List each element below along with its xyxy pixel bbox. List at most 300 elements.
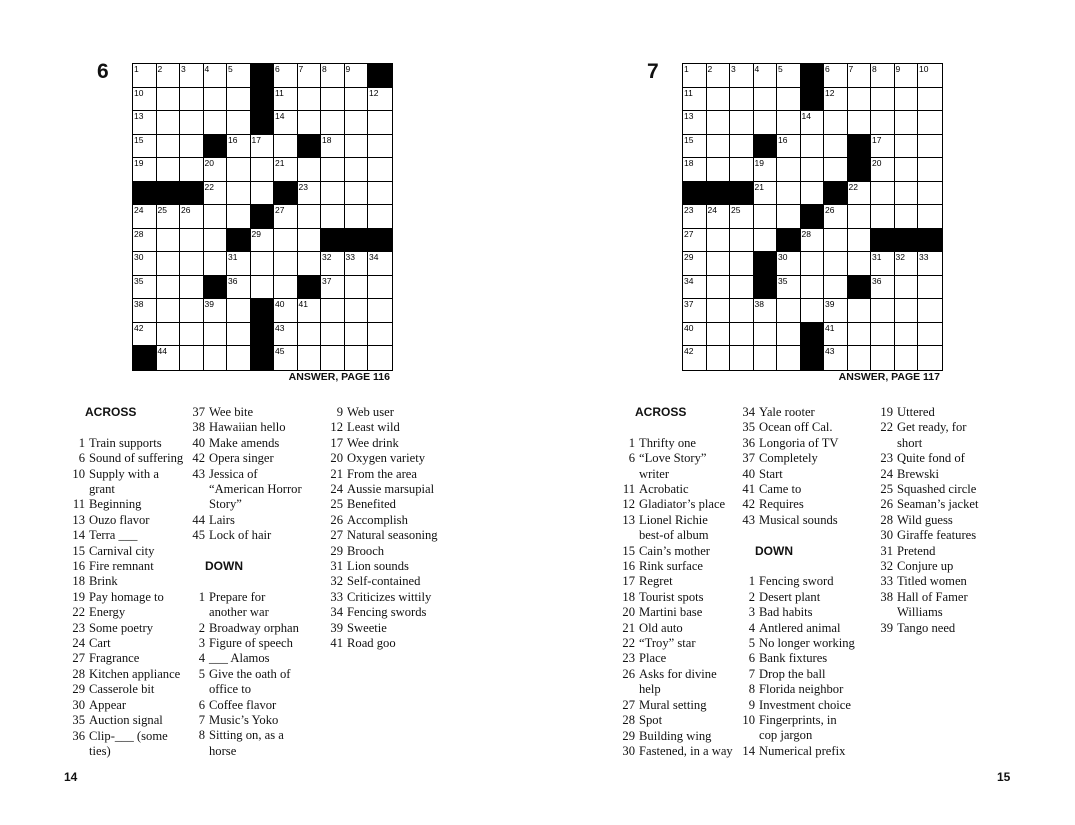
grid-cell[interactable]	[321, 252, 345, 276]
grid-cell[interactable]	[157, 229, 181, 253]
clue-number: 1	[78, 435, 85, 450]
grid-cell[interactable]	[227, 346, 251, 370]
grid-cell[interactable]	[321, 111, 345, 135]
grid-cell[interactable]	[683, 64, 707, 88]
grid-cell[interactable]	[298, 182, 322, 206]
grid-cell[interactable]	[368, 158, 392, 182]
clue-text: Cain’s mother	[639, 543, 711, 558]
grid-cell[interactable]	[871, 135, 895, 159]
grid-cell[interactable]	[204, 182, 228, 206]
grid-cell[interactable]	[918, 205, 942, 229]
grid-cell[interactable]	[895, 111, 919, 135]
grid-cell[interactable]	[730, 252, 754, 276]
grid-cell[interactable]	[180, 229, 204, 253]
grid-cell[interactable]	[918, 88, 942, 112]
grid-cell[interactable]	[227, 64, 251, 88]
clue-number: 31	[880, 543, 893, 558]
grid-cell[interactable]	[824, 205, 848, 229]
grid-cell[interactable]	[180, 64, 204, 88]
clue-text: “Troy” star	[639, 636, 696, 651]
grid-cell[interactable]	[871, 252, 895, 276]
grid-cell[interactable]	[824, 158, 848, 182]
grid-cell[interactable]	[251, 182, 275, 206]
cell-number: 20	[872, 158, 882, 168]
grid-cell[interactable]	[895, 346, 919, 370]
grid-cell[interactable]	[871, 64, 895, 88]
grid-cell[interactable]	[251, 158, 275, 182]
grid-cell[interactable]	[251, 229, 275, 253]
grid-cell[interactable]	[180, 111, 204, 135]
cell-number: 12	[825, 87, 835, 98]
grid-cell[interactable]	[368, 88, 392, 112]
grid-cell[interactable]	[180, 323, 204, 347]
clue	[188, 420, 328, 435]
grid-cell[interactable]	[298, 88, 322, 112]
grid-cell[interactable]	[848, 205, 872, 229]
grid-cell[interactable]	[777, 276, 801, 300]
grid-cell[interactable]	[133, 276, 157, 300]
grid-cell[interactable]	[683, 323, 707, 347]
clue	[738, 451, 878, 466]
grid-cell[interactable]	[871, 205, 895, 229]
grid-cell[interactable]	[227, 111, 251, 135]
grid-cell[interactable]	[227, 323, 251, 347]
grid-cell[interactable]	[918, 64, 942, 88]
grid-cell[interactable]	[345, 252, 369, 276]
grid-cell[interactable]	[251, 276, 275, 300]
grid-cell[interactable]	[918, 182, 942, 206]
grid-cell[interactable]	[707, 135, 731, 159]
grid-cell[interactable]	[345, 323, 369, 347]
grid-cell[interactable]	[204, 323, 228, 347]
grid-cell[interactable]	[133, 135, 157, 159]
grid-cell[interactable]	[204, 346, 228, 370]
grid-cell[interactable]	[683, 252, 707, 276]
grid-cell[interactable]	[157, 252, 181, 276]
grid-cell[interactable]	[227, 276, 251, 300]
grid-cell[interactable]	[227, 182, 251, 206]
grid-cell[interactable]	[227, 252, 251, 276]
grid-cell[interactable]	[754, 64, 778, 88]
grid-cell[interactable]	[157, 158, 181, 182]
grid-cell[interactable]	[274, 111, 298, 135]
black-square	[251, 64, 275, 88]
grid-cell[interactable]	[801, 229, 825, 253]
grid-cell[interactable]	[133, 299, 157, 323]
grid-cell[interactable]	[133, 323, 157, 347]
grid-cell[interactable]	[683, 111, 707, 135]
grid-cell[interactable]	[848, 64, 872, 88]
grid-cell[interactable]	[848, 88, 872, 112]
grid-cell[interactable]	[368, 252, 392, 276]
grid-cell[interactable]	[274, 135, 298, 159]
grid-cell[interactable]	[730, 135, 754, 159]
grid-cell[interactable]	[321, 299, 345, 323]
grid-cell[interactable]	[345, 88, 369, 112]
grid-cell[interactable]	[918, 135, 942, 159]
grid-cell[interactable]	[730, 229, 754, 253]
grid-cell[interactable]	[157, 135, 181, 159]
grid-cell[interactable]	[683, 135, 707, 159]
grid-cell[interactable]	[321, 346, 345, 370]
grid-cell[interactable]	[298, 252, 322, 276]
grid-cell[interactable]	[321, 64, 345, 88]
clue-number: 27	[72, 651, 85, 666]
grid-cell[interactable]	[824, 299, 848, 323]
grid-cell[interactable]	[824, 276, 848, 300]
grid-cell[interactable]	[824, 229, 848, 253]
grid-cell[interactable]	[274, 299, 298, 323]
cell-number: 29	[684, 252, 694, 262]
grid-cell[interactable]	[754, 88, 778, 112]
grid-cell[interactable]	[730, 346, 754, 370]
grid-cell[interactable]	[895, 299, 919, 323]
clue	[618, 729, 748, 744]
cell-number: 22	[848, 181, 858, 192]
grid-cell[interactable]	[707, 323, 731, 347]
cell-number: 35	[778, 275, 788, 286]
grid-cell[interactable]	[848, 252, 872, 276]
grid-cell[interactable]	[368, 346, 392, 370]
grid-cell[interactable]	[801, 252, 825, 276]
across-heading: ACROSS	[635, 405, 687, 419]
grid-cell[interactable]	[204, 64, 228, 88]
grid-cell[interactable]	[895, 182, 919, 206]
grid-cell[interactable]	[707, 64, 731, 88]
grid-cell[interactable]	[871, 158, 895, 182]
grid-cell[interactable]	[871, 323, 895, 347]
grid-cell[interactable]	[274, 158, 298, 182]
grid-cell[interactable]	[895, 276, 919, 300]
clue-number: 23	[622, 651, 635, 666]
grid-cell[interactable]	[204, 252, 228, 276]
grid-cell[interactable]	[777, 299, 801, 323]
grid-cell[interactable]	[801, 276, 825, 300]
grid-cell[interactable]	[345, 135, 369, 159]
grid-cell[interactable]	[683, 158, 707, 182]
clue	[68, 636, 203, 651]
grid-cell[interactable]	[848, 182, 872, 206]
grid-cell[interactable]	[157, 205, 181, 229]
clue-text: Rink surface	[639, 559, 703, 574]
cell-number: 31	[872, 252, 882, 262]
grid-cell[interactable]	[730, 158, 754, 182]
grid-cell[interactable]	[157, 323, 181, 347]
grid-cell[interactable]	[918, 299, 942, 323]
grid-cell[interactable]	[368, 276, 392, 300]
grid-cell[interactable]	[180, 135, 204, 159]
grid-cell[interactable]	[157, 276, 181, 300]
grid-cell[interactable]	[730, 299, 754, 323]
grid-cell[interactable]	[157, 64, 181, 88]
grid-cell[interactable]	[274, 64, 298, 88]
black-square	[227, 229, 251, 253]
grid-cell[interactable]	[730, 276, 754, 300]
grid-cell[interactable]	[895, 64, 919, 88]
grid-cell[interactable]	[754, 346, 778, 370]
grid-cell[interactable]	[204, 229, 228, 253]
grid-cell[interactable]	[227, 205, 251, 229]
grid-cell[interactable]	[345, 182, 369, 206]
clue-number: 22	[622, 636, 635, 651]
grid-cell[interactable]	[730, 323, 754, 347]
grid-cell[interactable]	[683, 229, 707, 253]
grid-cell[interactable]	[824, 64, 848, 88]
grid-cell[interactable]	[801, 158, 825, 182]
grid-cell[interactable]	[345, 205, 369, 229]
grid-cell[interactable]	[180, 205, 204, 229]
grid-cell[interactable]	[180, 252, 204, 276]
grid-cell[interactable]	[298, 158, 322, 182]
grid-cell[interactable]	[298, 323, 322, 347]
grid-cell[interactable]	[824, 323, 848, 347]
grid-cell[interactable]	[274, 205, 298, 229]
grid-cell[interactable]	[895, 88, 919, 112]
grid-cell[interactable]	[321, 182, 345, 206]
grid-cell[interactable]	[251, 135, 275, 159]
grid-cell[interactable]	[824, 346, 848, 370]
grid-cell[interactable]	[133, 229, 157, 253]
grid-cell[interactable]	[321, 323, 345, 347]
grid-cell[interactable]	[895, 323, 919, 347]
grid-cell[interactable]	[251, 252, 275, 276]
clue-text: Squashed circle	[897, 482, 977, 497]
grid-cell[interactable]	[298, 346, 322, 370]
grid-cell[interactable]	[824, 88, 848, 112]
clue-number: 31	[330, 559, 343, 574]
clue-text: Hawaiian hello	[209, 420, 286, 435]
clue-text: Clip-___ (some	[89, 728, 168, 743]
grid-cell[interactable]	[321, 276, 345, 300]
grid-cell[interactable]	[368, 135, 392, 159]
grid-cell[interactable]	[274, 229, 298, 253]
grid-cell[interactable]	[895, 252, 919, 276]
cell-number: 32	[322, 252, 332, 262]
clue-text: Lairs	[209, 512, 235, 527]
grid-cell[interactable]	[730, 111, 754, 135]
grid-cell[interactable]	[227, 158, 251, 182]
grid-cell[interactable]	[133, 252, 157, 276]
grid-cell[interactable]	[918, 346, 942, 370]
grid-cell[interactable]	[157, 346, 181, 370]
grid-cell[interactable]	[204, 111, 228, 135]
grid-cell[interactable]	[133, 111, 157, 135]
grid-cell[interactable]	[321, 135, 345, 159]
grid-cell[interactable]	[227, 299, 251, 323]
grid-cell[interactable]	[180, 88, 204, 112]
grid-cell[interactable]	[895, 135, 919, 159]
grid-cell[interactable]	[227, 135, 251, 159]
clue-number: 28	[622, 713, 635, 728]
clue	[876, 559, 1016, 574]
grid-cell[interactable]	[824, 135, 848, 159]
grid-cell[interactable]	[754, 111, 778, 135]
clue-number: 16	[72, 559, 85, 574]
clue-text: Oxygen variety	[347, 451, 425, 466]
grid-cell[interactable]	[777, 158, 801, 182]
grid-cell[interactable]	[180, 346, 204, 370]
grid-cell[interactable]	[895, 205, 919, 229]
grid-cell[interactable]	[180, 158, 204, 182]
grid-cell[interactable]	[801, 299, 825, 323]
grid-cell[interactable]	[133, 205, 157, 229]
grid-cell[interactable]	[298, 205, 322, 229]
grid-cell[interactable]	[368, 205, 392, 229]
grid-cell[interactable]	[895, 158, 919, 182]
grid-cell[interactable]	[777, 323, 801, 347]
grid-cell[interactable]	[707, 158, 731, 182]
grid-cell[interactable]	[777, 252, 801, 276]
cell-number: 19	[134, 158, 144, 168]
grid-cell[interactable]	[871, 88, 895, 112]
grid-cell[interactable]	[683, 276, 707, 300]
clue-number: 30	[72, 697, 85, 712]
grid-cell[interactable]	[133, 88, 157, 112]
grid-cell[interactable]	[777, 88, 801, 112]
grid-cell[interactable]	[368, 182, 392, 206]
grid-cell[interactable]	[683, 299, 707, 323]
grid-cell[interactable]	[157, 88, 181, 112]
grid-cell[interactable]	[754, 205, 778, 229]
grid-cell[interactable]	[801, 182, 825, 206]
grid-cell[interactable]	[274, 252, 298, 276]
clue-text: Wild guess	[897, 512, 953, 527]
grid-cell[interactable]	[848, 346, 872, 370]
grid-cell[interactable]	[918, 276, 942, 300]
grid-cell[interactable]	[754, 299, 778, 323]
grid-cell[interactable]	[321, 158, 345, 182]
crossword-grid[interactable]	[682, 63, 943, 371]
grid-cell[interactable]	[180, 299, 204, 323]
grid-cell[interactable]	[204, 88, 228, 112]
grid-cell[interactable]	[730, 64, 754, 88]
grid-cell[interactable]	[918, 158, 942, 182]
clue	[326, 420, 466, 435]
clue-number: 34	[330, 605, 343, 620]
grid-cell[interactable]	[777, 205, 801, 229]
grid-cell[interactable]	[801, 111, 825, 135]
grid-cell[interactable]	[777, 111, 801, 135]
grid-cell[interactable]	[707, 88, 731, 112]
grid-cell[interactable]	[368, 323, 392, 347]
grid-cell[interactable]	[824, 252, 848, 276]
grid-cell[interactable]	[274, 276, 298, 300]
clue-number: 21	[330, 466, 343, 481]
grid-cell[interactable]	[730, 205, 754, 229]
grid-cell[interactable]	[133, 158, 157, 182]
grid-cell[interactable]	[683, 205, 707, 229]
clue-number: 11	[622, 482, 635, 496]
clue-text: grant	[89, 482, 115, 496]
grid-cell[interactable]	[918, 111, 942, 135]
grid-cell[interactable]	[707, 346, 731, 370]
grid-cell[interactable]	[754, 323, 778, 347]
grid-cell[interactable]	[707, 111, 731, 135]
grid-cell[interactable]	[871, 111, 895, 135]
clue	[326, 590, 466, 605]
grid-cell[interactable]	[918, 323, 942, 347]
grid-cell[interactable]	[345, 158, 369, 182]
grid-cell[interactable]	[871, 299, 895, 323]
grid-cell[interactable]	[321, 205, 345, 229]
cell-number: 5	[778, 64, 783, 74]
grid-cell[interactable]	[274, 323, 298, 347]
grid-cell[interactable]	[368, 111, 392, 135]
clue-text: Musical sounds	[759, 512, 838, 527]
grid-cell[interactable]	[777, 182, 801, 206]
grid-cell[interactable]	[274, 346, 298, 370]
grid-cell[interactable]	[683, 346, 707, 370]
grid-cell[interactable]	[777, 64, 801, 88]
grid-cell[interactable]	[157, 299, 181, 323]
grid-cell[interactable]	[824, 111, 848, 135]
grid-cell[interactable]	[321, 88, 345, 112]
grid-cell[interactable]	[180, 276, 204, 300]
grid-cell[interactable]	[871, 276, 895, 300]
clue-number: 45	[192, 528, 205, 543]
grid-cell[interactable]	[707, 229, 731, 253]
clue-number: 6	[198, 697, 205, 712]
grid-cell[interactable]	[133, 64, 157, 88]
black-square	[204, 135, 228, 159]
grid-cell[interactable]	[345, 64, 369, 88]
grid-cell[interactable]	[345, 299, 369, 323]
grid-cell[interactable]	[227, 88, 251, 112]
grid-cell[interactable]	[754, 158, 778, 182]
grid-cell[interactable]	[848, 323, 872, 347]
clue	[876, 467, 1016, 482]
grid-cell[interactable]	[918, 252, 942, 276]
grid-cell[interactable]	[871, 182, 895, 206]
grid-cell[interactable]	[707, 276, 731, 300]
grid-cell[interactable]	[204, 205, 228, 229]
grid-cell[interactable]	[204, 158, 228, 182]
grid-cell[interactable]	[777, 346, 801, 370]
grid-cell[interactable]	[707, 205, 731, 229]
grid-cell[interactable]	[204, 299, 228, 323]
clue-text: Building wing	[639, 728, 712, 743]
clue-text: Desert plant	[759, 589, 821, 604]
grid-cell[interactable]	[298, 111, 322, 135]
grid-cell[interactable]	[848, 111, 872, 135]
grid-cell[interactable]	[754, 229, 778, 253]
grid-cell[interactable]	[157, 111, 181, 135]
grid-cell[interactable]	[801, 135, 825, 159]
grid-cell[interactable]	[298, 299, 322, 323]
grid-cell[interactable]	[345, 276, 369, 300]
grid-cell[interactable]	[848, 299, 872, 323]
grid-cell[interactable]	[754, 182, 778, 206]
grid-cell[interactable]	[777, 135, 801, 159]
clue-number: 15	[622, 543, 635, 558]
grid-cell[interactable]	[298, 229, 322, 253]
grid-cell[interactable]	[345, 111, 369, 135]
grid-cell[interactable]	[730, 88, 754, 112]
clue	[738, 621, 878, 636]
grid-cell[interactable]	[707, 299, 731, 323]
grid-cell[interactable]	[871, 346, 895, 370]
grid-cell[interactable]	[707, 252, 731, 276]
grid-cell[interactable]	[345, 346, 369, 370]
crossword-grid[interactable]	[132, 63, 393, 371]
grid-cell[interactable]	[298, 64, 322, 88]
cell-number: 24	[707, 205, 717, 215]
grid-cell[interactable]	[368, 299, 392, 323]
grid-cell[interactable]	[274, 88, 298, 112]
grid-cell[interactable]	[683, 88, 707, 112]
page-number: 14	[64, 770, 78, 784]
grid-cell[interactable]	[848, 229, 872, 253]
